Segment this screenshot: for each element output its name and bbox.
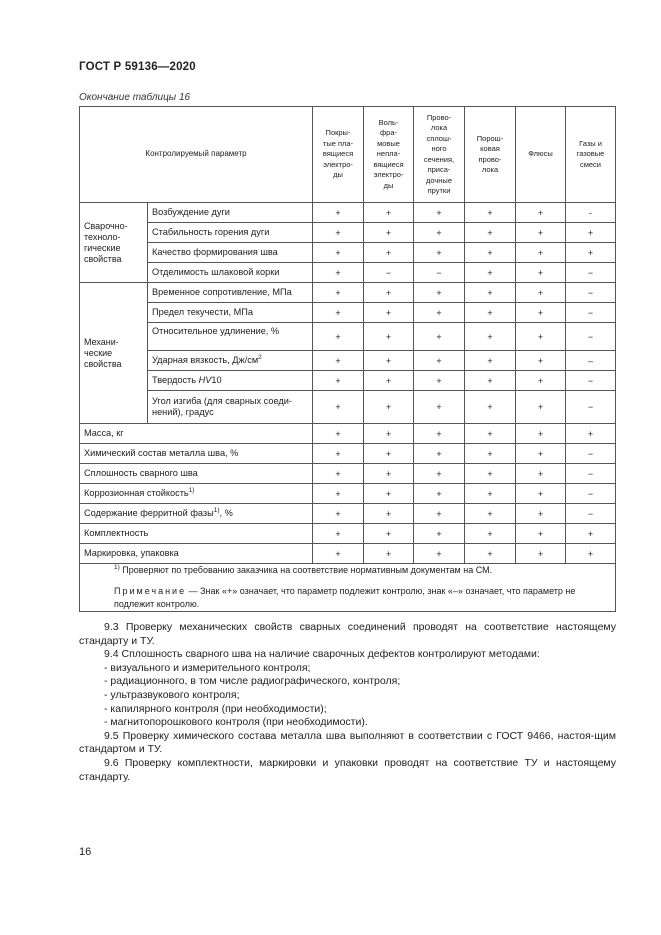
mark-cell: + — [516, 351, 566, 371]
mark-cell: - — [566, 203, 616, 223]
param-label: Возбуждение дуги — [148, 203, 313, 223]
mark-cell: + — [364, 391, 414, 424]
mark-cell: + — [414, 391, 465, 424]
table-row — [80, 323, 616, 351]
mark-cell: + — [414, 303, 465, 323]
param-column-header: Контролируемый параметр — [80, 107, 313, 203]
mark-cell: + — [465, 283, 516, 303]
mark-cell: + — [465, 391, 516, 424]
mark-cell: – — [566, 351, 616, 371]
param-label: Предел текучести, МПа — [148, 303, 313, 323]
mark-cell: + — [566, 544, 616, 564]
list-item: - ультразвукового контроля; — [104, 688, 240, 701]
column-header — [516, 107, 566, 203]
list-item: - радиационного, в том числе радиографического, контроля; — [104, 675, 401, 688]
mark-cell: + — [516, 243, 566, 263]
column-header-text: Порош- ковая прово- лока — [476, 133, 504, 174]
mark-cell: + — [313, 424, 364, 444]
footnote-ref: 1) — [188, 486, 195, 494]
mark-cell: + — [414, 371, 465, 391]
mark-cell: − — [414, 263, 465, 283]
superscript: 2 — [258, 353, 262, 361]
mark-cell: + — [516, 223, 566, 243]
mark-cell: + — [465, 424, 516, 444]
mark-cell: + — [516, 391, 566, 424]
column-header-text: Флюсы — [528, 149, 553, 159]
mark-cell: + — [516, 504, 566, 524]
table-row — [80, 223, 616, 243]
mark-cell: + — [313, 444, 364, 464]
param-label — [148, 351, 313, 371]
param-label: Угол изгиба (для сварных соеди- нений), градус — [148, 391, 313, 424]
mark-cell: + — [465, 351, 516, 371]
mark-cell: + — [414, 283, 465, 303]
list-item: - магнитопорошкового контроля (при необходимости). — [104, 716, 368, 729]
table-row — [80, 464, 616, 484]
mark-cell: + — [313, 223, 364, 243]
table-row — [80, 424, 616, 444]
mark-cell: + — [364, 223, 414, 243]
table-row — [80, 243, 616, 263]
mark-cell: + — [516, 283, 566, 303]
param-label: Комплектность — [80, 524, 313, 544]
mark-cell: + — [313, 283, 364, 303]
mark-cell: + — [313, 351, 364, 371]
mark-cell: + — [313, 263, 364, 283]
mark-cell: − — [566, 464, 616, 484]
group-label: Сварочно- техноло- гические свойства — [80, 203, 148, 283]
mark-cell: + — [465, 444, 516, 464]
mark-cell: + — [566, 243, 616, 263]
mark-cell: + — [364, 203, 414, 223]
table-row — [80, 303, 616, 323]
mark-cell: + — [414, 243, 465, 263]
mark-cell: + — [364, 464, 414, 484]
mark-cell: + — [414, 444, 465, 464]
mark-cell: + — [364, 544, 414, 564]
mark-cell: + — [465, 263, 516, 283]
mark-cell: − — [566, 263, 616, 283]
table-row — [80, 263, 616, 283]
mark-cell: − — [566, 283, 616, 303]
table-notes — [80, 564, 616, 612]
column-header — [313, 107, 364, 203]
mark-cell: + — [313, 484, 364, 504]
mark-cell: + — [465, 223, 516, 243]
mark-cell: + — [414, 464, 465, 484]
mark-cell: + — [465, 544, 516, 564]
note-text: — Знак «+» означает, что параметр подлежит контролю, знак «–» означает, что параметр не подлежит контролю. — [114, 586, 576, 609]
table-row — [80, 544, 616, 564]
control-parameters-table — [79, 106, 616, 612]
param-label-italic: HV — [198, 374, 212, 385]
mark-cell: + — [566, 424, 616, 444]
mark-cell: + — [516, 323, 566, 351]
table-row — [80, 371, 616, 391]
mark-cell: + — [364, 371, 414, 391]
mark-cell: + — [465, 504, 516, 524]
column-header — [414, 107, 465, 203]
paragraph-9-6: 9.6 Проверку комплектности, маркировки и упаковки проводят на соответствие ТУ и настоящему стандарту. — [79, 756, 616, 783]
column-header — [465, 107, 516, 203]
param-label: Отделимость шлаковой корки — [148, 263, 313, 283]
mark-cell: + — [364, 424, 414, 444]
page-number: 16 — [79, 846, 92, 858]
mark-cell: + — [516, 444, 566, 464]
mark-cell: + — [516, 424, 566, 444]
mark-cell: + — [364, 484, 414, 504]
mark-cell: − — [566, 371, 616, 391]
mark-cell: + — [313, 303, 364, 323]
param-label-text: Ударная вязкость, Дж/см — [152, 354, 259, 365]
mark-cell: + — [465, 203, 516, 223]
mark-cell: + — [364, 351, 414, 371]
mark-cell: − — [566, 504, 616, 524]
column-header-text: Прово- лока сплош- ного сечения, приса- дочные прутки — [423, 112, 455, 195]
param-label-text: Содержание ферритной фазы — [84, 507, 214, 518]
table-notes-row — [80, 564, 616, 612]
mark-cell: + — [465, 303, 516, 323]
mark-cell: − — [364, 263, 414, 283]
table-row — [80, 504, 616, 524]
param-label: Маркировка, упаковка — [80, 544, 313, 564]
paragraph-9-3: 9.3 Проверку механических свойств сварных соединений проводят на соответствие настоящему стандарту и ТУ. — [79, 621, 616, 647]
param-label — [80, 484, 313, 504]
param-label: Химический состав металла шва, % — [80, 444, 313, 464]
mark-cell: + — [313, 323, 364, 351]
column-header-text: Воль- фра- мовые непла- вящиеся электро- ды — [373, 117, 404, 190]
mark-cell: + — [364, 504, 414, 524]
mark-cell: − — [566, 484, 616, 504]
mark-cell: + — [364, 303, 414, 323]
footnote-ref: 1) — [213, 506, 220, 514]
mark-cell: − — [566, 303, 616, 323]
param-label: Временное сопротивление, МПа — [148, 283, 313, 303]
footnote-text: Проверяют по требованию заказчика на соответствие нормативным документам на СМ. — [119, 565, 493, 575]
param-label-text: , % — [219, 507, 233, 518]
param-label — [80, 504, 313, 524]
mark-cell: + — [313, 243, 364, 263]
mark-cell: + — [566, 524, 616, 544]
paragraph-9-5: 9.5 Проверку химического состава металла шва выполняют в соответствии с ГОСТ 9466, настоя-щим стандартом и ТУ. — [79, 729, 616, 756]
mark-cell: + — [516, 203, 566, 223]
column-header — [364, 107, 414, 203]
table-row — [80, 524, 616, 544]
footnote-mark: 1) — [114, 564, 120, 571]
table-row — [80, 484, 616, 504]
mark-cell: − — [566, 444, 616, 464]
mark-cell: + — [313, 544, 364, 564]
mark-cell: − — [566, 391, 616, 424]
column-header-text: Газы и газовые смеси — [576, 138, 605, 169]
mark-cell: + — [364, 283, 414, 303]
mark-cell: + — [414, 524, 465, 544]
param-label-text: 10 — [211, 374, 222, 385]
table-row — [80, 203, 616, 223]
mark-cell: + — [313, 464, 364, 484]
mark-cell: + — [465, 484, 516, 504]
param-label-text: Твердость — [152, 374, 199, 385]
mark-cell: + — [516, 263, 566, 283]
param-label-text: Коррозионная стойкость — [84, 487, 189, 498]
mark-cell: + — [516, 544, 566, 564]
column-header-text: Покры- тые пла- вящиеся электро- ды — [322, 128, 354, 180]
footnote — [84, 564, 611, 577]
param-label: Качество формирования шва — [148, 243, 313, 263]
mark-cell: + — [414, 351, 465, 371]
mark-cell: + — [414, 544, 465, 564]
column-header — [566, 107, 616, 203]
table-caption: Окончание таблицы 16 — [79, 92, 191, 103]
mark-cell: + — [364, 323, 414, 351]
mark-cell: + — [566, 223, 616, 243]
mark-cell: + — [313, 391, 364, 424]
mark-cell: + — [313, 524, 364, 544]
mark-cell: + — [414, 323, 465, 351]
mark-cell: + — [364, 524, 414, 544]
mark-cell: + — [465, 243, 516, 263]
param-label: Масса, кг — [80, 424, 313, 444]
mark-cell: − — [566, 323, 616, 351]
mark-cell: + — [465, 524, 516, 544]
mark-cell: + — [414, 484, 465, 504]
mark-cell: + — [516, 371, 566, 391]
table-row — [80, 444, 616, 464]
note — [84, 585, 611, 611]
mark-cell: + — [414, 203, 465, 223]
document-header: ГОСТ Р 59136—2020 — [79, 61, 196, 73]
body-text — [79, 621, 616, 784]
group-label: Механи- ческие свойства — [80, 283, 148, 424]
note-label: Примечание — [114, 586, 187, 596]
param-label: Относительное удлинение, % — [148, 323, 313, 351]
mark-cell: + — [516, 524, 566, 544]
mark-cell: + — [313, 203, 364, 223]
param-label: Стабильность горения дуги — [148, 223, 313, 243]
param-label — [148, 371, 313, 391]
mark-cell: + — [414, 424, 465, 444]
mark-cell: + — [516, 464, 566, 484]
mark-cell: + — [465, 371, 516, 391]
param-label: Сплошность сварного шва — [80, 464, 313, 484]
mark-cell: + — [414, 223, 465, 243]
table-row — [80, 351, 616, 371]
mark-cell: + — [516, 484, 566, 504]
mark-cell: + — [364, 444, 414, 464]
paragraph-9-4: 9.4 Сплошность сварного шва на наличие сварочных дефектов контролируют методами: — [104, 648, 540, 661]
table-row — [80, 391, 616, 424]
mark-cell: + — [465, 464, 516, 484]
list-item: - визуального и измерительного контроля; — [104, 661, 311, 674]
mark-cell: + — [414, 504, 465, 524]
mark-cell: + — [364, 243, 414, 263]
table-row — [80, 283, 616, 303]
mark-cell: + — [516, 303, 566, 323]
mark-cell: + — [465, 323, 516, 351]
list-item: - капилярного контроля (при необходимости); — [104, 702, 327, 715]
mark-cell: + — [313, 504, 364, 524]
mark-cell: + — [313, 371, 364, 391]
